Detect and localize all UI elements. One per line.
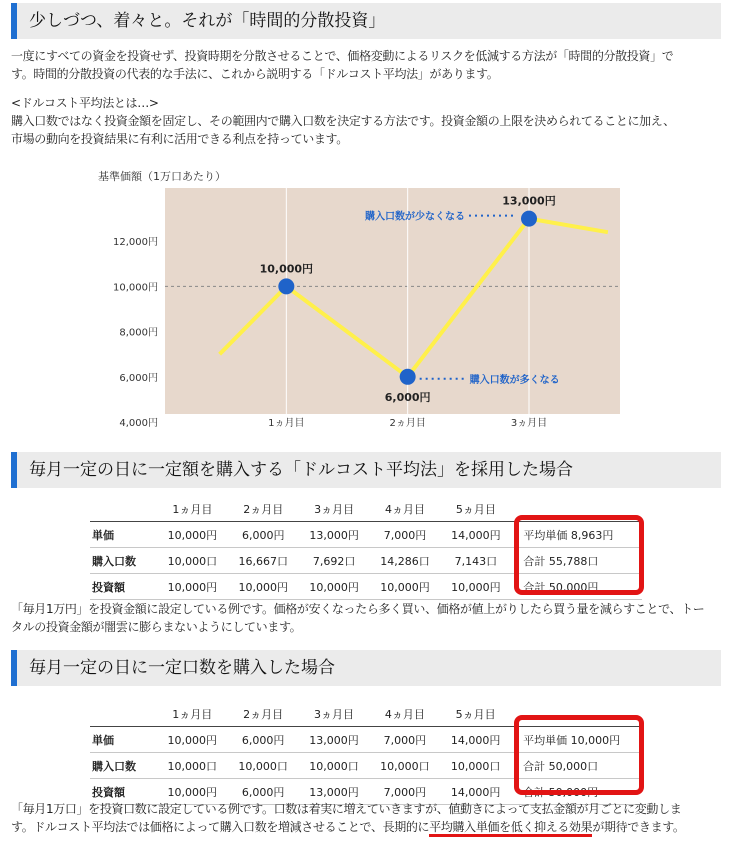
- section2-note: [11, 600, 723, 636]
- definition-block: [11, 94, 723, 148]
- annotation-text: 購入口数が多くなる: [469, 374, 560, 386]
- table-cell: 10,000口: [450, 759, 501, 773]
- row-label: 投資額: [92, 580, 125, 594]
- table-cell: 6,000円: [241, 785, 285, 799]
- definition-line: 購入口数ではなく投資金額を固定し、その範囲内で購入口数を決定する方法です。投資金額の上限を決められてることに加え、: [11, 114, 675, 128]
- intro-line: 一度にすべての資金を投資せず、投資時期を分散させることで、価格変動によるリスクを低減する方法が「時間的分散投資」で: [11, 49, 674, 63]
- table-cell: 10,000円: [238, 580, 288, 594]
- table-cell: 10,000円: [380, 580, 430, 594]
- y-axis: [113, 236, 158, 429]
- section1-intro: [11, 47, 723, 83]
- summary-cell: 平均単価 8,963円: [523, 528, 614, 542]
- data-point: [400, 369, 416, 385]
- intro-line: す。時間的分散投資の代表的な手法に、これから説明する「ドルコスト平均法」があります。: [11, 67, 499, 81]
- price-chart: [90, 164, 650, 434]
- table-cell: 10,000口: [167, 759, 218, 773]
- y-tick-label: 8,000円: [119, 327, 158, 339]
- chart-title: 基準価額（1万口あたり）: [98, 170, 226, 183]
- table-cell: 7,000円: [383, 733, 427, 747]
- definition-title: <ドルコスト平均法とは…>: [11, 96, 159, 110]
- table-cell: 7,692口: [312, 554, 356, 568]
- col-header: 3ヵ月目: [314, 502, 355, 516]
- x-tick-label: 2ヵ月目: [389, 418, 426, 429]
- row-label: 単価: [92, 528, 114, 542]
- data-label: 10,000円: [259, 262, 314, 276]
- y-tick-label: 10,000円: [113, 282, 158, 294]
- y-tick-label: 12,000円: [113, 237, 158, 249]
- table-cell: 10,000円: [451, 580, 501, 594]
- row-label: 投資額: [92, 785, 125, 799]
- table-cell: 10,000口: [238, 759, 288, 773]
- col-header: 1ヵ月目: [172, 502, 213, 516]
- table-cell: 10,000円: [309, 580, 359, 594]
- summary-highlight-box: [514, 515, 644, 595]
- table-cell: 10,000円: [167, 528, 218, 542]
- x-axis: [268, 417, 547, 429]
- section3-heading: 毎月一定の日に一定口数を購入した場合: [11, 650, 721, 686]
- note-text: す。ドルコスト平均法では価格によって購入口数を増減させることで、長期的に: [11, 820, 430, 834]
- table-cell: 16,667口: [238, 554, 288, 568]
- table-cell: 7,000円: [383, 528, 427, 542]
- table-cell: 13,000円: [309, 528, 359, 542]
- table-cell: 10,000口: [380, 759, 430, 773]
- summary-cell: 平均単価 10,000円: [523, 733, 621, 747]
- col-header: 5ヵ月目: [455, 707, 496, 721]
- data-point: [278, 278, 294, 294]
- table-cell: 14,000円: [451, 528, 501, 542]
- summary-cell: 合計 50,000円: [523, 785, 599, 799]
- col-header: 2ヵ月目: [243, 707, 284, 721]
- definition-line: 市場の動向を投資結果に有利に活用できる利点を持っています。: [11, 132, 348, 146]
- row-label: 単価: [92, 733, 114, 747]
- emphasis-underline: 平均購入単価を低く抑える効果: [429, 820, 592, 837]
- price-chart-svg: [90, 164, 650, 434]
- table-cell: 6,000円: [242, 528, 285, 542]
- y-tick-label: 4,000円: [119, 418, 158, 429]
- summary-cell: 合計 50,000口: [523, 759, 599, 773]
- table-cell: 10,000口: [167, 554, 218, 568]
- data-point: [521, 211, 537, 227]
- note-line: 「毎月1万口」を投資口数に設定している例です。口数は着実に増えていきますが、値動きによって支払金額が月ごとに変動しま: [11, 802, 682, 816]
- table-cell: 10,000円: [167, 785, 218, 799]
- summary-cell: 合計 55,788口: [523, 554, 599, 568]
- table-cell: 14,000円: [450, 785, 501, 799]
- col-header: 4ヵ月目: [384, 707, 425, 721]
- annotation-text: 購入口数が少なくなる: [365, 211, 465, 223]
- section1-heading: 少しづつ、着々と。それが「時間的分散投資」: [11, 3, 721, 39]
- table-cell: 7,000円: [383, 785, 427, 799]
- row-label: 購入口数: [92, 759, 136, 773]
- section2-heading: 毎月一定の日に一定額を購入する「ドルコスト平均法」を採用した場合: [11, 452, 721, 488]
- col-header: 2ヵ月目: [243, 502, 284, 516]
- x-tick-label: 3ヵ月目: [510, 418, 548, 429]
- col-header: 5ヵ月目: [455, 502, 496, 516]
- y-tick-label: 6,000円: [119, 372, 158, 384]
- summary-cell: 合計 50,000円: [523, 580, 599, 594]
- x-tick-label: 1ヵ月目: [268, 418, 305, 429]
- data-label: 13,000円: [502, 194, 556, 208]
- col-header: 3ヵ月目: [313, 707, 354, 721]
- table-cell: 10,000口: [309, 759, 359, 773]
- col-header: 1ヵ月目: [172, 707, 213, 721]
- table-cell: 7,143口: [454, 554, 498, 568]
- table-cell: 13,000円: [309, 733, 359, 747]
- note-line: タルの投資金額が闇雲に膨らまないようにしています。: [11, 620, 302, 634]
- table-cell: 14,000円: [450, 733, 501, 747]
- table-cell: 10,000円: [167, 733, 218, 747]
- note-line: 「毎月1万円」を投資金額に設定している例です。価格が安くなったら多く買い、価格が値上がりしたら買う量を減らすことで、トー: [11, 602, 705, 616]
- note-line: [11, 818, 723, 836]
- section3-note: [11, 800, 723, 836]
- header-empty-cell: [90, 496, 157, 522]
- summary-highlight-box: [514, 715, 644, 795]
- table-cell: 13,000円: [309, 785, 359, 799]
- table-cell: 14,286口: [380, 554, 430, 568]
- header-empty-cell: [90, 701, 157, 727]
- row-label: 購入口数: [92, 554, 136, 568]
- note-text: が期待できます。: [592, 820, 685, 834]
- table-cell: 6,000円: [241, 733, 285, 747]
- table-cell: 10,000円: [167, 580, 218, 594]
- col-header: 4ヵ月目: [385, 502, 426, 516]
- data-label: 6,000円: [384, 390, 431, 404]
